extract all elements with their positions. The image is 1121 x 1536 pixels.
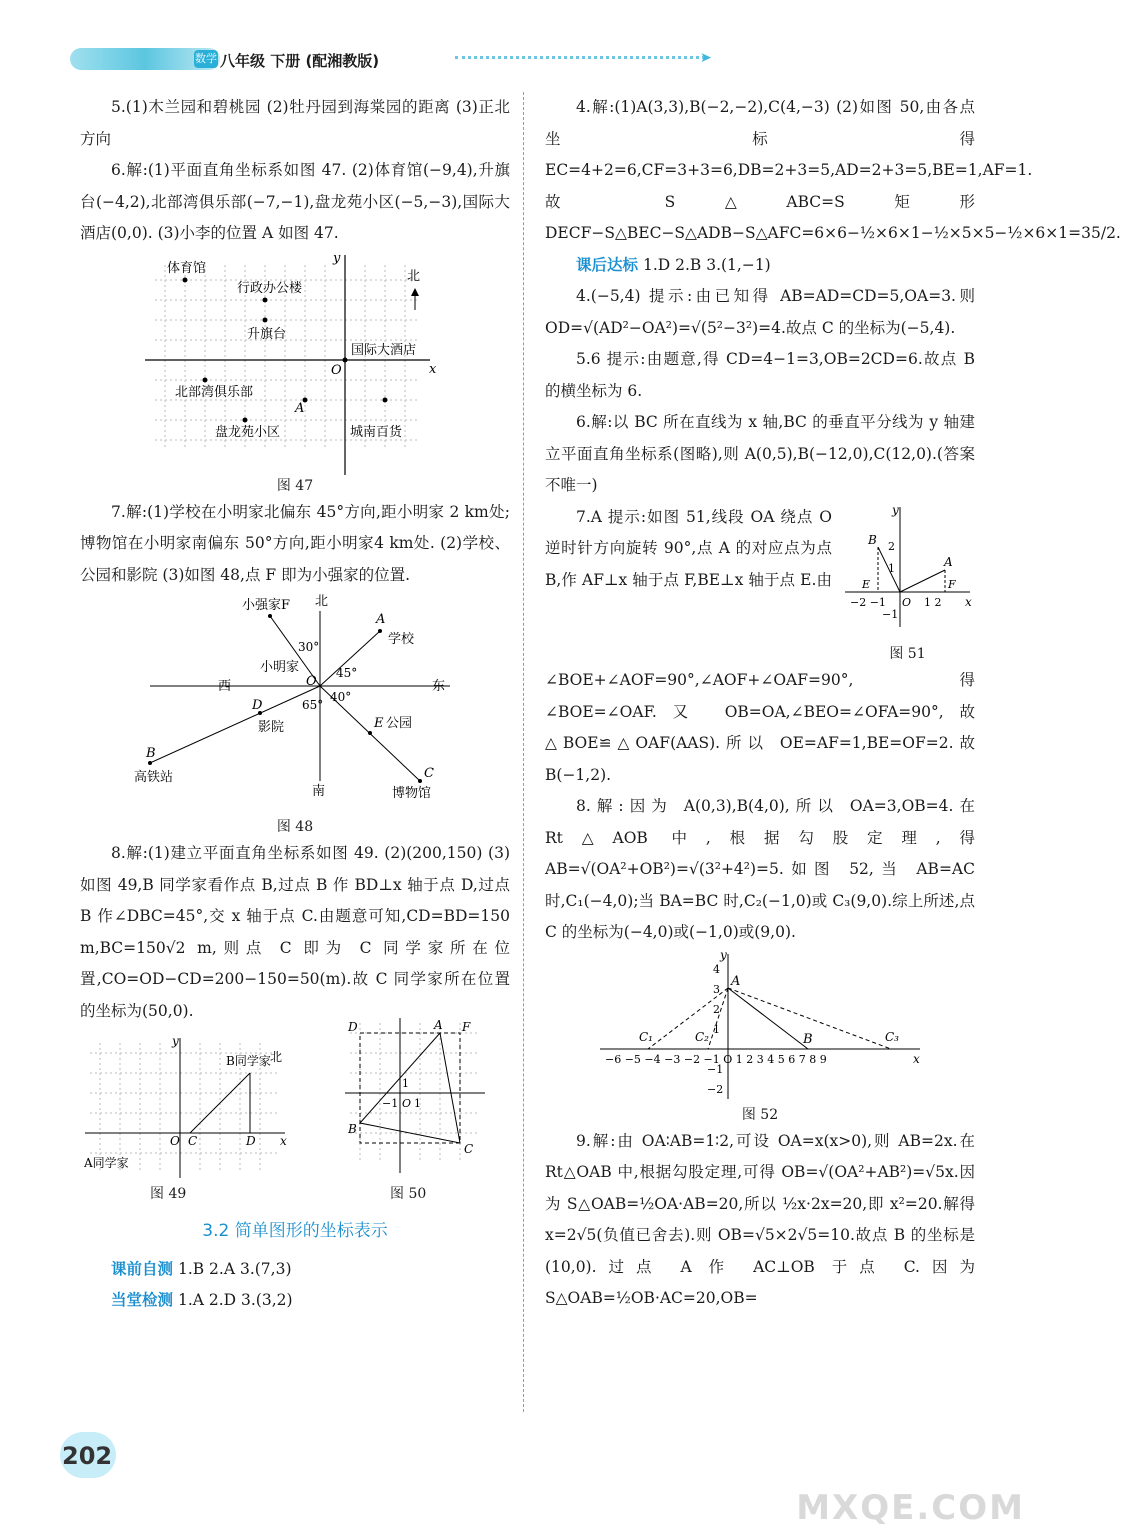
label-east: 东 (432, 679, 446, 694)
answer-6: 6.解:(1)平面直角坐标系如图 47. (2)体育馆(−9,4),升旗台(−4,2),北部湾俱乐部(−7,−1),盘龙苑小区(−5,−3),国际大酒店(0,0). (3)小李的位置 A 如图 47. (80, 161, 510, 242)
label-f: 小强家F (242, 598, 291, 613)
after-class-label: 课后达标 (576, 255, 639, 274)
arrow-right-icon: ➤ (700, 50, 712, 66)
label-north: 北 (315, 594, 329, 609)
label-admin: 行政办公楼 (237, 280, 303, 296)
svg-text:O: O (902, 595, 912, 609)
figure-49-caption: 图 49 (150, 1186, 187, 1202)
label-x: x (280, 1134, 287, 1148)
svg-text:2: 2 (713, 1002, 720, 1016)
figure-47 (145, 250, 445, 475)
label-north: 北 (407, 268, 421, 284)
figures-49-50 (80, 1018, 510, 1208)
svg-text:B: B (803, 1031, 813, 1047)
figure-51 (840, 502, 975, 632)
label-o: O (306, 674, 317, 689)
answer-7: 7.解:(1)学校在小明家北偏东 45°方向,距小明家 2 km处;博物馆在小明家南偏东 50°方向,距小明家4 km处. (2)学校、公园和影院 (3)如图 48,点 F 即为小强家的位置. (80, 502, 510, 584)
label-point-a: A (295, 400, 305, 416)
figure-47-caption: 图 47 (276, 477, 314, 494)
label-a: A (376, 612, 386, 627)
right-column (545, 92, 1121, 1315)
label-park: 公园 (386, 716, 413, 731)
svg-text:A: A (944, 554, 953, 569)
svg-text:C₁: C₁ (639, 1029, 653, 1044)
svg-text:1: 1 (888, 561, 895, 575)
answer-7: 7.A 提示:如图 51,线段 OA 绕点 O 逆时针方向旋转 90°,点 A 的对应点为点 B,作 AF⊥x 轴于点 F,BE⊥x 轴于点 E.由∠BOE+∠AOF=90°,∠AOF+∠OAF=90°,得∠BOE=∠OAF.又 OB=OA,∠BEO=∠OFA=90°,故△BOE≌△OAF(AAS).所以 OE=AF=1,BE=OF=2.故B(−1,2). (545, 507, 975, 784)
tick-neg1: −1 (382, 1097, 399, 1110)
svg-text:y: y (892, 502, 899, 517)
figure-49 (80, 1033, 290, 1183)
tick-x1: 1 (414, 1097, 421, 1110)
page-number: 202 (62, 1442, 113, 1470)
label-south: 南 (312, 784, 326, 799)
answer-8: 8.解:(1)建立平面直角坐标系如图 49. (2)(200,150) (3)如图 49,B 同学家看作点 B,过点 B 作 BD⊥x 轴于点 D,过点 B 作∠DBC=45°,交 x 轴于点 C.由题意可知,CD=BD=150 m,BC=150√2 m,则点 C 即为 C 同学家所在位置,CO=OD−CD=200−150=50(m).故 C 同学家所在位置的坐标为(50,0). (80, 844, 510, 1020)
label-station: 高铁站 (134, 770, 174, 785)
label-o: O (402, 1097, 412, 1110)
after-class-answers: 1.D 2.B 3.(1,−1) (642, 255, 771, 274)
svg-text:C₃: C₃ (885, 1029, 899, 1044)
svg-text:A: A (731, 973, 741, 989)
angle-30: 30° (298, 640, 320, 654)
figure-48 (130, 591, 460, 816)
svg-text:1 2: 1 2 (924, 595, 942, 609)
svg-text:F: F (948, 577, 956, 591)
answer-9: 9.解:由 OA∶AB=1∶2,可设 OA=x(x>0),则 AB=2x.在 Rt△OAB 中,根据勾股定理,可得 OB=√(OA²+AB²)=√5x.因为 S△OAB=½OA·AB=20,所以 ½x·2x=20,即 x²=20.解得 x=2√5(负值已舍去).则 OB=√5×2√5=10.故点 B 的坐标是(10,0).过点 A 作 AC⊥OB 于点 C.因为 S△OAB=½OB·AC=20,OB= (545, 1131, 975, 1307)
label-f: F (462, 1020, 471, 1034)
subject-badge: 数学 (194, 50, 218, 68)
answer-4: 4.解:(1)A(3,3),B(−2,−2),C(4,−3) (2)如图 50,由各点坐标得 EC=4+2=6,CF=3+3=6,DB=2+3=5,AD=2+3=5,BE=1,AF=1.故 S△ABC=S矩形DECF−S△BEC−S△ADB−S△AFC=6×6−½×6×1−½×5×5−½×6×1=35/2. (545, 98, 1121, 242)
label-museum: 博物馆 (392, 786, 432, 801)
label-flag: 升旗台 (247, 326, 287, 342)
label-d: D (246, 1134, 256, 1148)
svg-text:y: y (720, 947, 727, 962)
svg-text:3: 3 (713, 982, 720, 996)
label-school: 学校 (388, 632, 415, 647)
label-mall: 城南百货 (350, 424, 403, 440)
angle-40: 40° (330, 690, 352, 704)
label-west: 西 (218, 679, 232, 694)
class-test-answers: 1.A 2.D 3.(3,2) (177, 1291, 293, 1309)
label-north: 北 (270, 1050, 283, 1064)
label-c: C (424, 766, 434, 781)
section-title: 3.2 简单图形的坐标表示 (202, 1221, 388, 1241)
figure-51-caption: 图 51 (889, 646, 926, 662)
svg-text:E: E (862, 577, 871, 591)
column-divider (523, 92, 524, 1412)
angle-45: 45° (336, 666, 358, 680)
svg-text:x: x (965, 594, 972, 609)
figure-52-caption: 图 52 (741, 1106, 779, 1123)
label-home: 小明家 (260, 660, 300, 675)
class-test-label: 当堂检测 (111, 1291, 174, 1309)
label-hotel: 国际大酒店 (351, 342, 417, 358)
header-dotted-line (455, 56, 705, 59)
svg-text:4: 4 (713, 962, 720, 976)
figure-52 (595, 949, 925, 1104)
label-a: A (434, 1018, 443, 1032)
answer-8: 8.解:因为 A(0,3),B(4,0),所以 OA=3,OB=4.在 Rt△AOB 中,根据勾股定理,得 AB=√(OA²+OB²)=√(3²+4²)=5.如图 52,当 AB=AC 时,C₁(−4,0);当 BA=BC 时,C₂(−1,0)或 C₃(9,0).综上所述,点 C 的坐标为(−4,0)或(−1,0)或(9,0). (545, 797, 975, 941)
figure-50-caption: 图 50 (390, 1186, 427, 1202)
tick-1: 1 (402, 1077, 409, 1090)
label-c: C (464, 1142, 474, 1156)
figure-51-wrap (840, 502, 975, 666)
svg-text:−2: −2 (707, 1082, 724, 1096)
label-a-home: A同学家 (84, 1156, 129, 1170)
y-label: y (172, 1034, 179, 1048)
svg-text:x: x (913, 1051, 920, 1066)
watermark: MXQE.COM (796, 1488, 1025, 1528)
svg-text:B: B (868, 532, 877, 547)
answer-6: 6.解:以 BC 所在直线为 x 轴,BC 的垂直平分线为 y 轴建立平面直角坐标系(图略),则 A(0,5),B(−12,0),C(12,0).(答案不唯一) (545, 413, 975, 494)
svg-text:1: 1 (713, 1022, 720, 1036)
figure-50 (340, 1013, 490, 1183)
header-subtitle: 八年级 下册 (配湘教版) (220, 52, 380, 70)
svg-text:−6 −5 −4 −3 −2 −1 O 1 2 3 4: −6 −5 −4 −3 −2 −1 O 1 2 3 4 5 6 7 8 9 (605, 1052, 827, 1066)
label-e: E (374, 716, 384, 731)
figure-48-caption: 图 48 (276, 819, 314, 835)
origin-label: O (331, 362, 342, 378)
label-c: C (188, 1134, 198, 1148)
answer-5: 5.6 提示:由题意,得 CD=4−1=3,OB=2CD=6.故点 B 的横坐标为 6. (545, 350, 975, 400)
svg-text:−1: −1 (707, 1062, 724, 1076)
svg-text:C₂: C₂ (695, 1029, 709, 1044)
label-club: 北部湾俱乐部 (175, 384, 254, 400)
svg-text:−1: −1 (882, 607, 899, 621)
angle-65: 65° (302, 698, 324, 712)
label-cinema: 影院 (258, 720, 285, 735)
label-gym: 体育馆 (167, 260, 207, 276)
y-axis-label: y (333, 250, 341, 266)
answer-5: 5.(1)木兰园和碧桃园 (2)牡丹园到海棠园的距离 (3)正北方向 (80, 98, 510, 148)
answer-7-block (545, 502, 975, 792)
pre-test-answers: 1.B 2.A 3.(7,3) (177, 1259, 292, 1278)
label-b: B (146, 746, 156, 761)
label-d: D (252, 698, 263, 713)
svg-text:2: 2 (888, 539, 895, 553)
pre-test-label: 课前自测 (111, 1259, 174, 1278)
left-column (80, 92, 510, 1317)
label-b: B (348, 1122, 357, 1136)
label-o: O (170, 1134, 180, 1148)
page-header (70, 44, 450, 74)
label-b-home: B同学家 (226, 1054, 271, 1068)
svg-text:−2 −1: −2 −1 (850, 595, 886, 609)
label-d: D (348, 1020, 358, 1034)
label-community: 盘龙苑小区 (215, 424, 281, 440)
x-axis-label: x (429, 361, 437, 377)
answer-4b: 4.(−5,4) 提示:由已知得 AB=AD=CD=5,OA=3.则 OD=√(AD²−OA²)=√(5²−3²)=4.故点 C 的坐标为(−5,4). (545, 287, 975, 337)
